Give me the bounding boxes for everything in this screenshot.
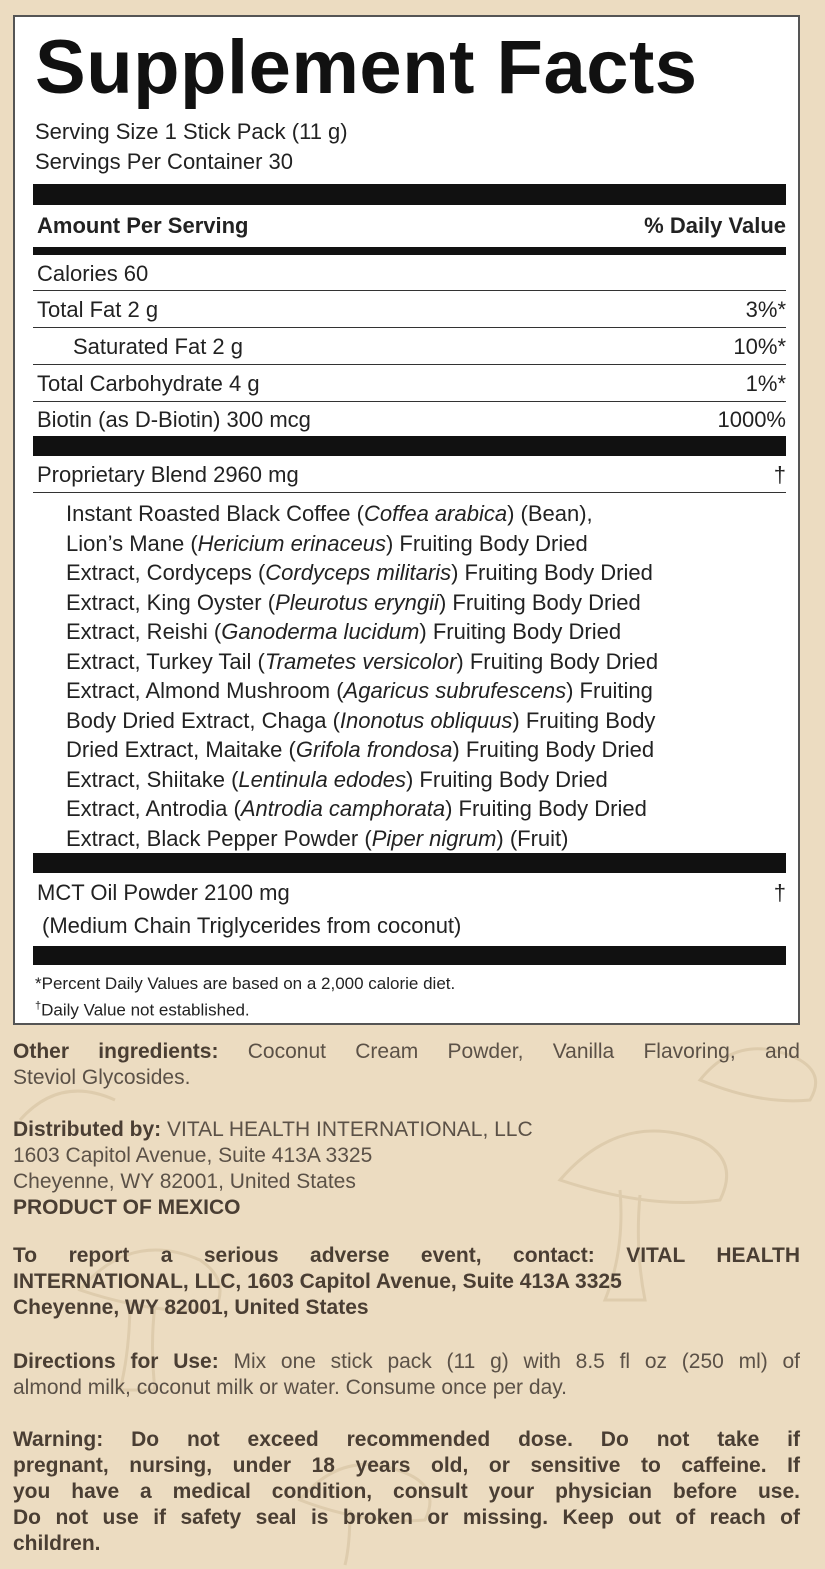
mct-row bbox=[33, 878, 786, 910]
row-divider bbox=[33, 492, 786, 493]
other-ingredients-text: Coconut Cream Powder, Vanilla Flavoring, and bbox=[218, 1040, 800, 1063]
blend-dv: † bbox=[773, 462, 786, 487]
directions-text: Mix one stick pack (11 g) with 8.5 fl oz (250 ml) of bbox=[218, 1350, 800, 1373]
ingredient-text: Extract, Reishi ( bbox=[66, 619, 222, 644]
warning-line: Warning: Do not exceed recommended dose. Do not take if bbox=[13, 1428, 800, 1451]
nutrient-dv: 3%* bbox=[745, 297, 786, 322]
calories-text: Calories 60 bbox=[37, 261, 149, 286]
nutrient-dv: 1000% bbox=[717, 407, 786, 432]
species-name: Pleurotus eryngii bbox=[275, 589, 439, 615]
proprietary-blend-row bbox=[33, 460, 786, 492]
nutrient-dv: 10%* bbox=[733, 334, 786, 359]
blend-ingredient-line bbox=[66, 529, 796, 559]
row-divider bbox=[33, 401, 786, 402]
other-ingredients-label: Other ingredients: bbox=[13, 1040, 219, 1063]
blend-ingredient-line bbox=[66, 765, 796, 795]
blend-ingredient-line bbox=[66, 735, 796, 765]
nutrient-name: Total Carbohydrate 4 g bbox=[37, 371, 260, 396]
warning-line: children. bbox=[13, 1532, 101, 1555]
adverse-line: To report a serious adverse event, contact: VITAL HEALTH bbox=[13, 1244, 800, 1267]
ingredient-text: Extract, Antrodia ( bbox=[66, 796, 241, 821]
product-origin: PRODUCT OF MEXICO bbox=[13, 1196, 241, 1219]
ingredient-text: Dried Extract, Maitake ( bbox=[66, 737, 296, 762]
ingredient-text: ) Fruiting Body Dried bbox=[445, 796, 647, 821]
blend-ingredient-line bbox=[66, 794, 796, 824]
mct-name: MCT Oil Powder 2100 mg bbox=[37, 880, 290, 905]
distributor-block bbox=[13, 1117, 800, 1221]
ingredient-text: ) Fruiting Body Dried bbox=[405, 766, 608, 792]
thick-divider bbox=[33, 853, 786, 873]
species-name: Piper nigrum bbox=[371, 825, 497, 851]
dagger-mark: † bbox=[35, 1000, 42, 1012]
nutrient-name: Saturated Fat 2 g bbox=[73, 334, 243, 359]
adverse-line: INTERNATIONAL, LLC, 1603 Capitol Avenue, Suite 413A 3325 bbox=[13, 1270, 622, 1293]
species-name: Grifola frondosa bbox=[295, 737, 453, 762]
calories-row bbox=[33, 259, 786, 291]
blend-ingredient-line bbox=[66, 617, 796, 647]
blend-ingredient-line bbox=[66, 558, 796, 588]
ingredient-text: ) Fruiting Body bbox=[512, 707, 656, 733]
blend-ingredient-list bbox=[66, 499, 796, 853]
warning-line: you have a medical condition, consult your physician before use. bbox=[13, 1480, 800, 1503]
supplement-facts-panel bbox=[13, 15, 800, 1025]
thick-divider bbox=[33, 436, 786, 456]
amount-header-row bbox=[33, 211, 786, 243]
mct-dv: † bbox=[773, 880, 786, 905]
directions-block bbox=[13, 1349, 800, 1401]
serving-size: Serving Size 1 Stick Pack (11 g) bbox=[35, 119, 348, 144]
thick-divider bbox=[33, 946, 786, 965]
ingredient-text: Body Dried Extract, Chaga ( bbox=[66, 707, 340, 733]
adverse-line: Cheyenne, WY 82001, United States bbox=[13, 1296, 369, 1319]
ingredient-text: Extract, Almond Mushroom ( bbox=[66, 678, 344, 703]
blend-ingredient-line bbox=[66, 499, 796, 529]
dagger-footnote bbox=[35, 1000, 250, 1021]
percent-footnote: *Percent Daily Values are based on a 2,000 calorie diet. bbox=[35, 974, 456, 993]
species-name: Hericium erinaceus bbox=[197, 530, 386, 556]
species-name: Coffea arabica bbox=[363, 501, 508, 526]
nutrient-row bbox=[33, 369, 786, 401]
blend-ingredient-line bbox=[66, 588, 796, 618]
ingredient-text: Extract, Shiitake ( bbox=[66, 766, 239, 792]
warning-line: pregnant, nursing, under 18 years old, or sensitive to caffeine. If bbox=[13, 1454, 800, 1477]
nutrient-row bbox=[33, 295, 786, 327]
nutrient-row bbox=[33, 332, 786, 364]
ingredient-text: Extract, Cordyceps ( bbox=[66, 560, 266, 585]
nutrient-name: Biotin (as D-Biotin) 300 mcg bbox=[37, 407, 311, 432]
ingredient-text: ) Fruiting Body Dried bbox=[385, 530, 588, 556]
ingredient-text: Extract, King Oyster ( bbox=[66, 589, 276, 615]
blend-ingredient-line bbox=[66, 647, 796, 677]
species-name: Antrodia camphorata bbox=[240, 796, 446, 821]
nutrient-row bbox=[33, 405, 786, 437]
directions-label: Directions for Use: bbox=[13, 1350, 219, 1373]
servings-per-container: Servings Per Container 30 bbox=[35, 149, 294, 174]
ingredient-text: ) Fruiting Body Dried bbox=[452, 737, 655, 762]
blend-name: Proprietary Blend 2960 mg bbox=[37, 462, 299, 487]
ingredient-text: ) Fruiting Body Dried bbox=[419, 619, 622, 644]
directions-text-2: almond milk, coconut milk or water. Consume once per day. bbox=[13, 1376, 568, 1399]
species-name: Agaricus subrufescens bbox=[343, 678, 567, 703]
ingredient-text: Extract, Turkey Tail ( bbox=[66, 648, 265, 674]
row-divider bbox=[33, 327, 786, 328]
other-ingredients bbox=[13, 1039, 800, 1091]
amount-per-serving-label: Amount Per Serving bbox=[37, 213, 249, 238]
panel-title: Supplement Facts bbox=[35, 25, 698, 110]
distributor-name: VITAL HEALTH INTERNATIONAL, LLC bbox=[161, 1118, 533, 1141]
adverse-event-block bbox=[13, 1243, 800, 1321]
ingredient-text: ) Fruiting Body Dried bbox=[438, 589, 641, 615]
blend-ingredient-line bbox=[66, 706, 796, 736]
species-name: Lentinula edodes bbox=[238, 766, 406, 792]
blend-ingredient-line bbox=[66, 824, 796, 854]
daily-value-label: % Daily Value bbox=[644, 213, 786, 238]
ingredient-text: ) (Fruit) bbox=[496, 825, 569, 851]
ingredient-text: ) Fruiting Body Dried bbox=[451, 560, 653, 585]
mct-note: (Medium Chain Triglycerides from coconut) bbox=[42, 913, 462, 938]
species-name: Inonotus obliquus bbox=[339, 707, 513, 733]
species-name: Trametes versicolor bbox=[264, 648, 457, 674]
medium-divider bbox=[33, 247, 786, 255]
nutrient-dv: 1%* bbox=[745, 371, 786, 396]
dagger-text: Daily Value not established. bbox=[41, 1000, 250, 1020]
ingredient-text: Instant Roasted Black Coffee ( bbox=[66, 501, 364, 526]
row-divider bbox=[33, 290, 786, 291]
ingredient-text: Lion’s Mane ( bbox=[66, 530, 198, 556]
blend-ingredient-line bbox=[66, 676, 796, 706]
species-name: Ganoderma lucidum bbox=[221, 619, 420, 644]
nutrient-name: Total Fat 2 g bbox=[37, 297, 159, 322]
distributor-address-1: 1603 Capitol Avenue, Suite 413A 3325 bbox=[13, 1144, 373, 1167]
distributor-address-2: Cheyenne, WY 82001, United States bbox=[13, 1170, 356, 1193]
warning-block bbox=[13, 1427, 800, 1557]
species-name: Cordyceps militaris bbox=[265, 560, 452, 585]
ingredient-text: Extract, Black Pepper Powder ( bbox=[66, 825, 372, 851]
row-divider bbox=[33, 364, 786, 365]
ingredient-text: ) Fruiting Body Dried bbox=[456, 648, 659, 674]
warning-line: Do not use if safety seal is broken or missing. Keep out of reach of bbox=[13, 1506, 800, 1529]
ingredient-text: ) (Bean), bbox=[507, 501, 593, 526]
thick-divider bbox=[33, 184, 786, 205]
distributor-label: Distributed by: bbox=[13, 1118, 162, 1141]
other-ingredients-text-2: Steviol Glycosides. bbox=[13, 1066, 191, 1089]
ingredient-text: ) Fruiting bbox=[566, 678, 653, 703]
